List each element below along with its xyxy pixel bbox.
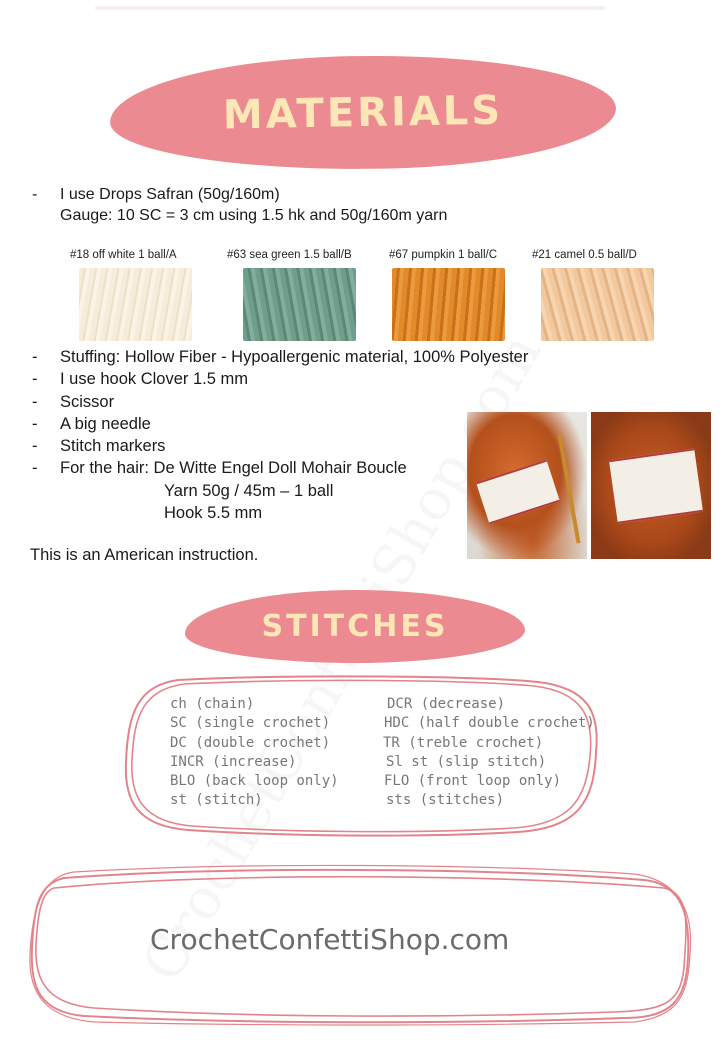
stitch-left-5: BLO (back loop only)	[170, 773, 339, 789]
list-item: - I use hook Clover 1.5 mm	[32, 370, 248, 389]
stitch-right-4: Sl st (slip stitch)	[386, 754, 547, 770]
stitch-left-2: SC (single crochet)	[170, 715, 331, 731]
yarn-swatch-sea-green	[243, 268, 356, 341]
stitches-title: STITCHES	[261, 609, 449, 644]
stitch-left-4: INCR (increase)	[170, 754, 297, 770]
materials-title: MATERIALS	[222, 87, 504, 138]
swatch-label-a: #18 off white 1 ball/A	[70, 249, 177, 261]
swatch-label-c: #67 pumpkin 1 ball/C	[389, 249, 498, 261]
list-item: - A big needle	[32, 414, 151, 433]
american-note: This is an American instruction.	[30, 546, 259, 564]
hair-yarn-detail: Yarn 50g / 45m – 1 ball	[164, 481, 334, 500]
stitch-left-6: st (stitch)	[170, 792, 263, 808]
stitch-left-3: DC (double crochet)	[170, 735, 331, 751]
yarn-swatch-camel	[541, 268, 654, 341]
stitch-left-1: ch (chain)	[170, 696, 255, 712]
list-item: - For the hair: De Witte Engel Doll Mohair Boucle	[32, 459, 407, 478]
list-item: - Scissor	[32, 392, 115, 411]
stitch-right-1: DCR (decrease)	[387, 696, 506, 712]
intro-block: - I use Drops Safran (50g/160m) Gauge: 10 SC = 3 cm using 1.5 hk and 50g/160m yarn	[32, 186, 448, 224]
materials-banner	[109, 52, 617, 174]
hair-hook-detail: Hook 5.5 mm	[164, 504, 263, 523]
list-item: - Stitch markers	[32, 437, 166, 456]
stitches-banner	[185, 590, 525, 663]
stitch-right-3: TR (treble crochet)	[383, 735, 544, 751]
materials-list	[32, 346, 528, 524]
list-item: - Stuffing: Hollow Fiber - Hypoallergenic material, 100% Polyester	[32, 348, 529, 366]
stitch-right-2: HDC (half double crochet)	[384, 715, 595, 731]
mohair-label-photo	[591, 412, 711, 559]
yarn-swatch-off-white	[79, 268, 192, 341]
swatch-label-b: #63 sea green 1.5 ball/B	[227, 249, 352, 261]
stitch-right-6: sts (stitches)	[386, 792, 505, 808]
yarn-line: I use Drops Safran (50g/160m)	[60, 186, 280, 203]
stitch-right-5: FLO (front loop only)	[384, 773, 562, 789]
mohair-yarn-photo	[467, 412, 587, 559]
swatch-label-d: #21 camel 0.5 ball/D	[532, 249, 637, 261]
yarn-swatch-pumpkin	[392, 268, 505, 341]
top-decor-bar	[95, 6, 605, 10]
gauge-line: Gauge: 10 SC = 3 cm using 1.5 hk and 50g/160m yarn	[60, 207, 448, 224]
website-link[interactable]: CrochetConfettiShop.com	[150, 923, 510, 956]
